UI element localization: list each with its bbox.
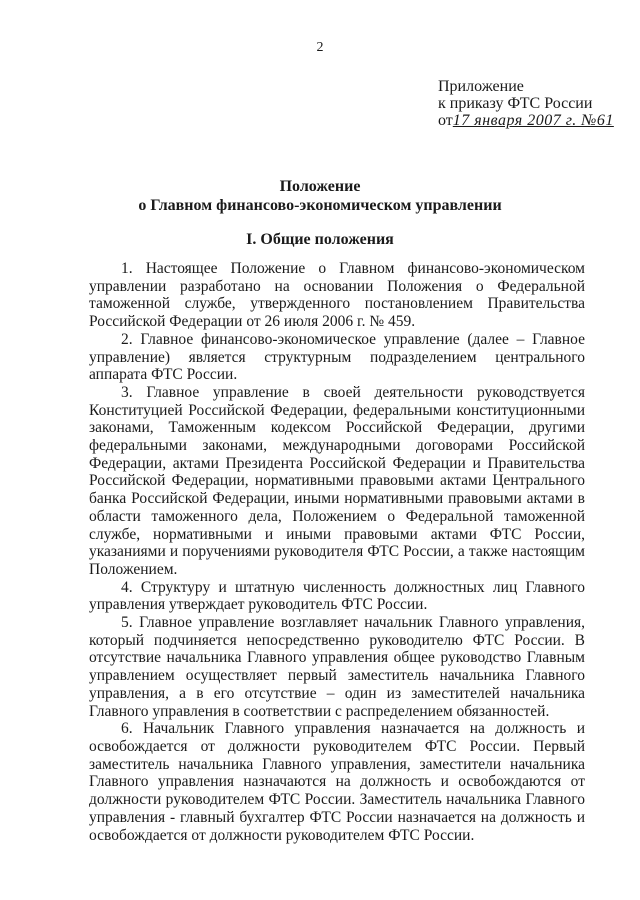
- date-prefix: от: [438, 112, 453, 129]
- appendix-order-ref: к приказу ФТС России: [438, 95, 593, 112]
- document-title: [0, 177, 640, 215]
- paragraph-3: 3. Главное управление в своей деятельности руководствуется Конституцией Российской Федерации, федеральными конституционными законами, Таможенным кодексом Российской Федерации, другими федеральными законами, международными договорами Российской Федерации, актами Президента Российской Федерации и Правительства Российской Федерации, нормативными правовыми актами Центрального банка Российской Федерации, иными нормативными правовыми актами в области таможенного дела, Положением о Федеральной таможенной службе, нормативными и иными правовыми актами ФТС России, указаниями и поручениями руководителя ФТС России, а также настоящим Положением.: [89, 383, 585, 578]
- paragraph-6: 6. Начальник Главного управления назначается на должность и освобождается от должности руководителем ФТС России. Первый заместитель начальника Главного управления, заместители начальника Главного управления назначаются на должность и освобождаются от должности руководителем ФТС России. Заместитель начальника Главного управления - главный бухгалтер ФТС России назначается на должность и освобождается от должности руководителем ФТС России.: [89, 720, 585, 844]
- document-body: [89, 260, 585, 844]
- paragraph-5: 5. Главное управление возглавляет начальник Главного управления, который подчиняется непосредственно руководителю ФТС России. В отсутствие начальника Главного управления общее руководство Главным управлением осуществляет первый заместитель начальника Главного управления, а в его отсутствие – один из заместителей начальника Главного управления в соответствии с распределением обязанностей.: [89, 614, 585, 720]
- title-line-1: Положение: [279, 178, 361, 195]
- paragraph-1: 1. Настоящее Положение о Главном финансово-экономическом управлении разработано на основании Положения о Федеральной таможенной службе, утвержденного постановлением Правительства Российской Федерации от 26 июля 2006 г. № 459.: [89, 260, 585, 331]
- appendix-block: [438, 78, 614, 129]
- paragraph-4: 4. Структуру и штатную численность должностных лиц Главного управления утверждает руководитель ФТС России.: [89, 578, 585, 614]
- page-number: 2: [316, 40, 324, 55]
- title-line-2: о Главном финансово-экономическом управлении: [138, 197, 502, 214]
- appendix-date: [438, 112, 614, 129]
- appendix-label: Приложение: [438, 78, 524, 95]
- section-heading: I. Общие положения: [246, 231, 394, 248]
- date-handwritten: 17 января 2007 г. №61: [452, 112, 614, 129]
- paragraph-2: 2. Главное финансово-экономическое управление (далее – Главное управление) является структурным подразделением центрального аппарата ФТС России.: [89, 330, 585, 384]
